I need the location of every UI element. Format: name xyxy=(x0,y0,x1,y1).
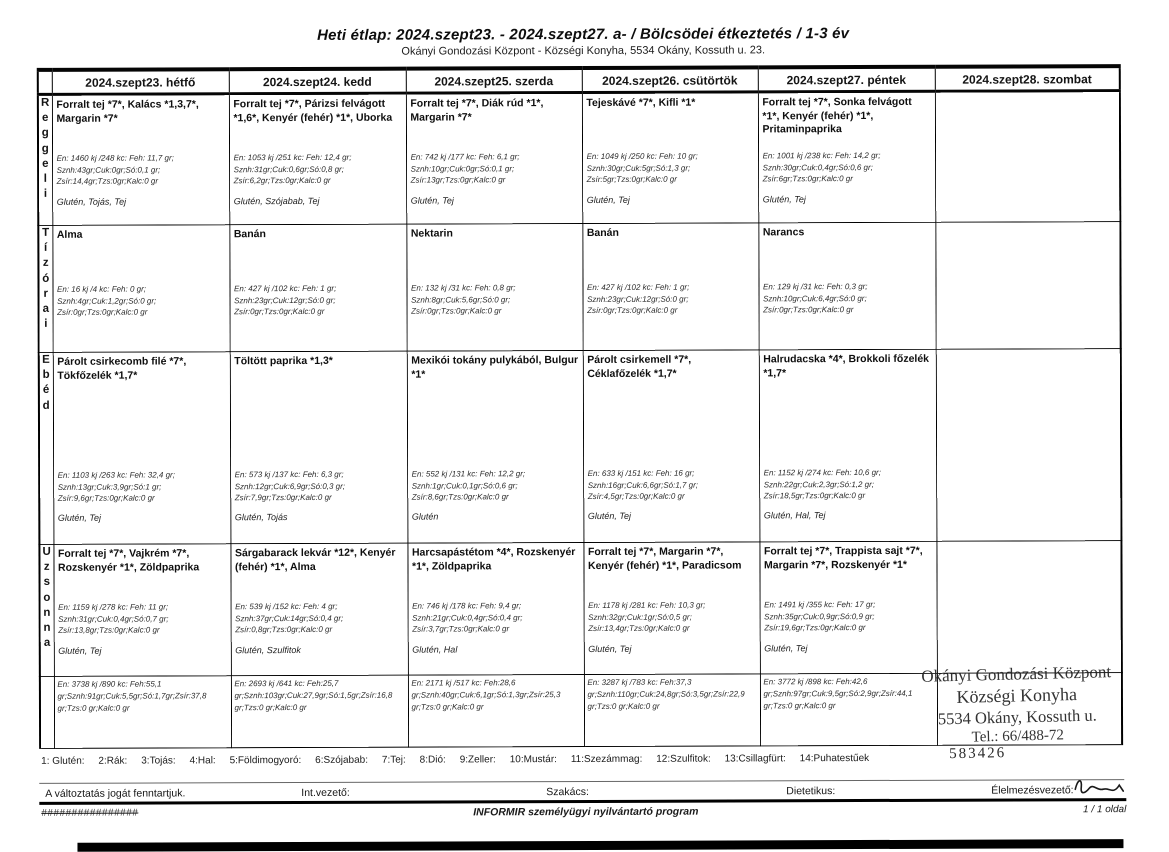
allergen-info: Glutén, Tej xyxy=(410,195,454,206)
column-header-wednesday: 2024.szept25. szerda xyxy=(406,68,582,93)
column-header-monday: 2024.szept23. hétfő xyxy=(52,69,229,94)
menu-cell xyxy=(582,92,758,224)
menu-cell xyxy=(583,542,759,675)
signature-label-elelmezesvezeto: Élelmezésvezető: xyxy=(991,784,1074,797)
allergen-info: Glutén, Tej xyxy=(57,512,102,523)
allergen-info: Glutén, Hal xyxy=(412,644,458,655)
meal-row-breakfast xyxy=(38,91,1120,226)
nutrition-info: En: 16 kj /4 kc: Feh: 0 gr; Sznh:4gr;Cuk:1,2gr;Só:0 gr; Zsír:0gr;Tzs:0gr;Kalc:0 gr xyxy=(57,284,157,318)
allergen-info: Glutén, Szulfitok xyxy=(235,644,301,656)
stamp-line: Községi Konyha xyxy=(956,683,1078,707)
menu-cell xyxy=(406,93,582,225)
allergen-info: Glutén, Tej xyxy=(58,645,102,656)
footer-program-name: INFORMIR személyügyi nyilvántartó program xyxy=(473,805,699,819)
nutrition-info: En: 633 kj /151 kc: Feh: 16 gr; Sznh:16gr;Cuk:6,6gr;Só:1,7 gr; Zsír:4,5gr;Tzs:0gr;Kalc:0 gr xyxy=(587,468,699,502)
menu-cell xyxy=(53,352,231,545)
menu-cell xyxy=(759,349,937,542)
allergen-info: Glutén, Szójabab, Tej xyxy=(233,195,320,207)
dish-name: Nektarin xyxy=(410,227,453,240)
allergen-info: Glutén, Tojás, Tej xyxy=(56,196,127,207)
stamp-number: 583426 xyxy=(949,745,1007,763)
nutrition-info: En: 552 kj /131 kc: Feh: 12,2 gr; Sznh:1gr;Cuk:0,1gr;Só:0,6 gr; Zsír:8,6gr;Tzs:0gr;Kalc:0 gr xyxy=(411,469,526,502)
totals-cell xyxy=(760,673,937,746)
nutrition-info: En: 1491 kj /355 kc: Feh: 17 gr; Sznh:35gr;Cuk:0,9gr;Só:0,9 gr; Zsír:19,6gr;Tzs:0gr;Kalc:0 gr xyxy=(764,599,876,633)
dish-name: Harcsapástétom *4*, Rozskenyér *1*, Zöldpaprika xyxy=(411,546,576,573)
allergen-info: Glutén, Tej xyxy=(588,643,632,654)
row-label-tizorai: T í z ó r a i xyxy=(38,225,52,352)
dish-name: Forralt tej *7*, Párizsi felvágott *1,6*, Kenyér (fehér) *1*, Uborka xyxy=(233,97,393,124)
menu-cell xyxy=(759,541,936,674)
menu-cell xyxy=(229,224,406,352)
totals-cell xyxy=(54,676,231,749)
nutrition-info: En: 132 kj /31 kc: Feh: 0,8 gr; Sznh:8gr;Cuk:5,6gr;Só:0 gr; Zsír:0gr;Tzs:0gr;Kalc:0 gr xyxy=(411,283,516,316)
footer-hash-marks: ################ xyxy=(41,807,139,819)
dish-name: Töltött paprika *1,3* xyxy=(234,354,333,368)
column-header-friday: 2024.szept27. péntek xyxy=(758,67,935,92)
menu-cell-empty xyxy=(936,349,1122,542)
dish-name: Alma xyxy=(56,228,83,241)
totals-cell xyxy=(231,675,408,748)
menu-cell xyxy=(229,93,406,225)
allergen-info: Glutén, Tej xyxy=(764,643,808,654)
column-header-thursday: 2024.szept26. csütörtök xyxy=(582,67,758,92)
menu-cell-empty xyxy=(935,91,1120,223)
nutrition-info: En: 427 kj /102 kc: Feh: 1 gr; Sznh:23gr;Cuk:12gr;Só:0 gr; Zsír:0gr;Tzs:0gr;Kalc:0 gr xyxy=(234,283,337,317)
dish-name: Forralt tej *7*, Vajkrém *7*, Rozskenyér *1*, Zöldpaprika xyxy=(57,547,200,574)
allergen-info: Glutén, Tej xyxy=(587,510,632,521)
stamp-line: Okányi Gondozási Központ xyxy=(921,662,1112,686)
stamp-line: 5534 Okány, Kossuth u. xyxy=(937,705,1097,729)
allergen-info: Glutén, Tej xyxy=(586,194,630,205)
menu-cell xyxy=(407,351,584,544)
table-header-row xyxy=(38,66,1120,94)
menu-cell xyxy=(406,224,582,352)
daily-total: En: 3287 kj /783 kc: Feh:37,3 gr;Sznh:110gr;Cuk:24,8gr;Só:3,5gr;Zsír:22,9 gr;Tzs:0 gr;Kalc:0 gr xyxy=(587,677,745,711)
allergen-info: Glutén, Tej xyxy=(762,194,806,205)
nutrition-info: En: 1001 kj /238 kc: Feh: 14,2 gr; Sznh:30gr;Cuk:0,4gr;Só:0,6 gr; Zsír:6gr;Tzs:0gr;Kalc:0 gr xyxy=(762,150,881,184)
column-header-saturday: 2024.szept28. szombat xyxy=(935,66,1120,91)
nutrition-info: En: 746 kj /178 kc: Feh: 9,4 gr; Sznh:21gr;Cuk:0,4gr;Só:0,4 gr; Zsír:3,7gr;Tzs:0gr;Kalc:0 gr xyxy=(412,601,523,634)
allergen-info: Glutén, Tojás xyxy=(234,512,288,523)
allergen-info: Glutén xyxy=(411,511,439,522)
dish-name: Sárgabarack lekvár *12*, Kenyér (fehér) *1*, Alma xyxy=(234,546,396,573)
page-number: 1 / 1 oldal xyxy=(1082,804,1127,816)
row-label-uzsonna: U z s o n n a xyxy=(39,544,53,676)
nutrition-info: En: 1159 kj /278 kc: Feh: 11 gr; Sznh:31gr;Cuk:0,4gr;Só:0,7 gr; Zsír:13,8gr;Tzs:0gr;Kalc:0 gr xyxy=(58,602,169,636)
signature-label-int-vezeto: Int.vezető: xyxy=(301,786,350,799)
menu-cell xyxy=(230,543,407,676)
meal-row-afternoon-snack xyxy=(39,541,1121,677)
dish-name: Forralt tej *7*, Diák rúd *1*, Margarin *7* xyxy=(410,97,544,124)
nutrition-info: En: 1460 kj /248 kc: Feh: 11,7 gr; Sznh:43gr;Cuk:0gr;Só:0,1 gr; Zsír:14,4gr;Tzs:0gr;Kalc:0 gr xyxy=(56,153,174,187)
dish-name: Forralt tej *7*, Sonka felvágott *1*, Kenyér (fehér) *1*, Pritaminpaprika xyxy=(762,95,912,136)
dish-name: Tejeskávé *7*, Kifli *1* xyxy=(586,96,696,109)
menu-cell xyxy=(53,544,230,677)
totals-cell xyxy=(584,674,760,747)
nutrition-info: En: 129 kj /31 kc: Feh: 0,3 gr; Sznh:10gr;Cuk:6,4gr;Só:0 gr; Zsír:0gr;Tzs:0gr;Kalc:0 gr xyxy=(763,282,868,315)
nutrition-info: En: 1178 kj /281 kc: Feh: 10,3 gr; Sznh:32gr;Cuk:1gr;Só:0,5 gr; Zsír:13,4gr;Tzs:0gr;Kalc:0 gr xyxy=(588,600,706,634)
totals-cell-empty xyxy=(937,673,1122,746)
menu-cell xyxy=(758,222,935,350)
page-subtitle: Okányi Gondozási Központ - Községi Konyha, 5534 Okány, Kossuth u. 23. xyxy=(401,44,766,58)
handwritten-signature xyxy=(1073,775,1125,799)
row-label-reggeli: R e g g e l i xyxy=(38,94,52,225)
nutrition-info: En: 742 kj /177 kc: Feh: 6,1 gr; Sznh:10gr;Cuk:0gr;Só:0,1 gr; Zsír:13gr;Tzs:0gr;Kalc:0 gr xyxy=(410,152,520,185)
meal-row-morning-snack xyxy=(38,222,1120,353)
nutrition-info: En: 1103 kj /263 kc: Feh: 32,4 gr; Sznh:13gr;Cuk:3,9gr;Só:1 gr; Zsír:9,6gr;Tzs:0gr;Kalc:0 gr xyxy=(57,470,175,504)
dish-name: Banán xyxy=(233,228,266,241)
menu-cell-empty xyxy=(936,541,1121,674)
disclaimer-text: A változtatás jogát fenntartjuk. xyxy=(45,787,186,800)
daily-totals-row xyxy=(40,673,1122,749)
menu-cell xyxy=(582,223,758,351)
dish-name: Párolt csirkecomb filé *7*, Tökfőzelék *1,7* xyxy=(57,355,187,382)
dish-name: Párolt csirkemell *7*, Céklafőzelék *1,7* xyxy=(587,353,692,380)
weekly-menu-table xyxy=(37,64,1123,749)
stamp-line: Tel.: 66/488-72 xyxy=(971,727,1065,746)
nutrition-info: En: 539 kj /152 kc: Feh: 4 gr; Sznh:37gr;Cuk:14gr;Só:0,4 gr; Zsír:0,8gr;Tzs:0gr;Kalc:0 gr xyxy=(235,601,344,635)
menu-cell xyxy=(758,91,935,223)
dish-name: Banán xyxy=(586,226,619,239)
allergen-info: Glutén, Hal, Tej xyxy=(763,510,826,521)
nutrition-info: En: 573 kj /137 kc: Feh: 6,3 gr; Sznh:12gr;Cuk:6,9gr;Só:0,3 gr; Zsír:7,9gr;Tzs:0gr;Kalc:0 gr xyxy=(234,469,346,503)
nutrition-info: En: 1053 kj /251 kc: Feh: 12,4 gr; Sznh:31gr;Cuk:0,6gr;Só:0,8 gr; Zsír:6,2gr;Tzs:0gr;Kalc:0 gr xyxy=(233,152,352,186)
dish-name: Halrudacska *4*, Brokkoli főzelék *1,7* xyxy=(763,352,930,380)
nutrition-info: En: 1049 kj /250 kc: Feh: 10 gr; Sznh:30gr;Cuk:5gr;Só:1,3 gr; Zsír:5gr;Tzs:0gr;Kalc:0 gr xyxy=(586,151,698,185)
daily-total: En: 3772 kj /898 kc: Feh:42,6 gr;Sznh:97gr;Cuk:9,5gr;Só:2,9gr;Zsír:44,1 gr;Tzs:0 gr;Kalc:0 gr xyxy=(763,677,913,711)
corner-cell xyxy=(38,70,52,95)
nutrition-info: En: 1152 kj /274 kc: Feh: 10,6 gr; Sznh:22gr;Cuk:2,3gr;Só:1,2 gr; Zsír:18,5gr;Tzs:0gr;Kalc:0 gr xyxy=(763,467,881,501)
signature-label-szakacs: Szakács: xyxy=(546,785,589,799)
menu-cell xyxy=(230,351,408,544)
dish-name: Narancs xyxy=(762,226,805,239)
totals-cell xyxy=(408,675,584,748)
column-header-tuesday: 2024.szept24. kedd xyxy=(229,69,406,94)
allergen-legend: 1: Glutén: 2:Rák: 3:Tojás: 4:Hal: 5:Földimogyoró: 6:Szójabab: 7:Tej: 8:Dió: 9:Zeller: 10:Mustár: 11:Szezámmag: 12:Szulfitok: 13:Csillagfürt: 14:Puhatestűek xyxy=(41,753,870,767)
menu-cell xyxy=(407,543,583,676)
row-label-empty xyxy=(40,676,54,748)
signature-label-dietetikus: Dietetikus: xyxy=(786,785,836,798)
menu-cell xyxy=(52,225,229,353)
dish-name: Mexikói tokány pulykából, Bulgur *1* xyxy=(411,354,579,381)
daily-total: En: 2171 kj /517 kc: Feh:28,6 gr;Sznh:40gr;Cuk:6,1gr;Só:1,3gr;Zsír:25,3 gr;Tzs:0 gr;Kalc:0 gr xyxy=(411,678,561,712)
menu-cell-empty xyxy=(935,222,1120,350)
page-title: Heti étlap: 2024.szept23. - 2024.szept27. a- / Bölcsödei étkeztetés / 1-3 év xyxy=(317,25,850,44)
nutrition-info: En: 427 kj /102 kc: Feh: 1 gr; Sznh:23gr;Cuk:12gr;Só:0 gr; Zsír:0gr;Tzs:0gr;Kalc:0 gr xyxy=(587,282,690,316)
dish-name: Forralt tej *7*, Margarin *7*, Kenyér (fehér) *1*, Paradicsom xyxy=(587,545,742,572)
dish-name: Forralt tej *7*, Trappista sajt *7*, Margarin *7*, Rozskenyér *1* xyxy=(763,544,923,572)
menu-cell xyxy=(583,350,760,543)
row-label-ebed: E b é d xyxy=(39,352,54,544)
menu-cell xyxy=(52,94,229,226)
daily-total: En: 3738 kj /890 kc: Feh:55,1 gr;Sznh:91gr;Cuk:5,5gr;Só:1,7gr;Zsír:37,8 gr;Tzs:0 gr;Kalc:0 gr xyxy=(57,679,207,713)
daily-total: En: 2693 kj /641 kc: Feh:25,7 gr;Sznh:103gr;Cuk:27,9gr;Só:1,5gr;Zsír:16,8 gr;Tzs:0 gr;Kalc:0 gr xyxy=(234,678,393,713)
dish-name: Forralt tej *7*, Kalács *1,3,7*, Margarin *7* xyxy=(56,98,199,125)
meal-row-lunch xyxy=(39,349,1122,545)
